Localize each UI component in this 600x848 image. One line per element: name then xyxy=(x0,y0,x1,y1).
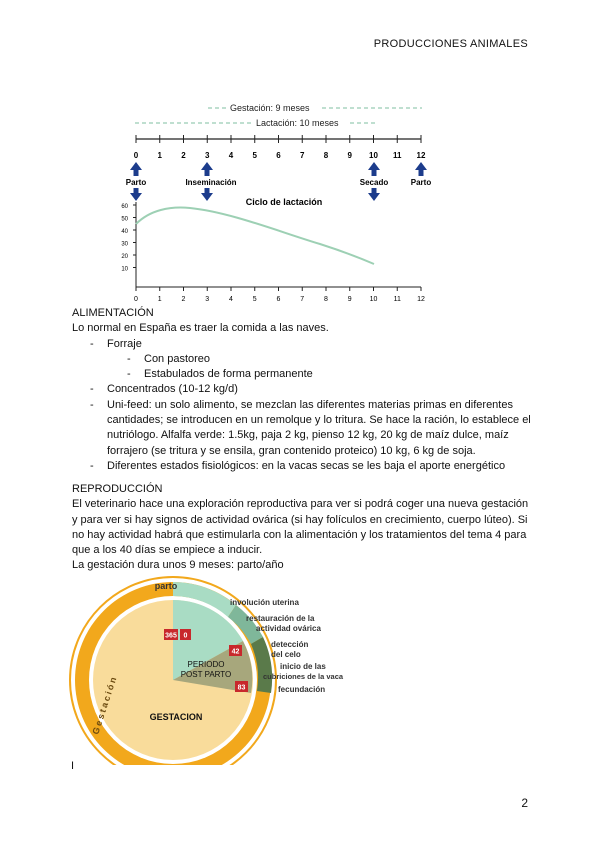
x-tick-label: 8 xyxy=(324,296,328,303)
estados-text: Diferentes estados fisiológicos: en la vacas secas se les baja el aporte energético xyxy=(107,459,506,472)
arrow-parto-start xyxy=(130,162,142,176)
gestation-label: Gestación: 9 meses xyxy=(230,103,310,113)
x-tick-label: 9 xyxy=(347,296,352,303)
involucion-label: involución uterina xyxy=(230,598,299,607)
arrow-parto-start-down xyxy=(130,188,142,201)
month-label: 9 xyxy=(347,151,352,160)
month-label: 4 xyxy=(228,151,234,160)
reproduccion-title: REPRODUCCIÓN xyxy=(72,483,163,495)
gestacion-ring-label: Gestación xyxy=(90,674,119,736)
concentrados-text: Concentrados (10-12 kg/d) xyxy=(107,383,238,396)
curve-y-ticks xyxy=(121,204,136,273)
alimentacion-intro: Lo normal en España es traer la comida a las naves. xyxy=(72,322,329,335)
month-label: 7 xyxy=(300,151,305,160)
x-tick-label: 3 xyxy=(205,296,210,303)
month-label: 8 xyxy=(323,151,329,160)
fecundacion-label: fecundación xyxy=(278,685,326,694)
x-tick-label: 0 xyxy=(134,296,138,303)
x-tick-label: 12 xyxy=(417,296,425,303)
reproductive-cycle-diagram xyxy=(68,575,368,765)
page-header: PRODUCCIONES ANIMALES xyxy=(373,38,528,50)
list-item-forraje: - Forraje xyxy=(90,337,142,350)
list-item-unifeed: - Uni-feed: un solo alimento, se mezclan las diferentes materias primas en diferentes cantidades; se introducen en un remolque y lo tritura. Se hace la ración, lo establece el nutriólogo. Alfalfa verde: 1.5kg, paja 2 kg, pienso 12 kg, 20 kg de maíz dulce, maíz forrajero (se tritura y se ensila, gran contenido proteico) 10 kg, 6 kg de soja. xyxy=(90,398,531,457)
restauracion-label-1: restauración de la xyxy=(246,614,315,623)
arrow-parto-end xyxy=(415,162,427,176)
x-tick-label: 10 xyxy=(369,296,378,303)
deteccion-label-2: del celo xyxy=(271,650,301,659)
month-label: 0 xyxy=(133,151,139,160)
y-tick-label: 20 xyxy=(121,254,128,260)
arrow-inseminacion xyxy=(201,162,213,176)
lactation-label: Lactación: 10 meses xyxy=(256,118,339,128)
month-label: 1 xyxy=(157,151,162,160)
y-tick-label: 60 xyxy=(121,204,128,210)
month-label: 3 xyxy=(205,151,210,160)
badge-365-text: 365 xyxy=(165,632,177,640)
month-label: 10 xyxy=(369,151,378,160)
y-tick-label: 50 xyxy=(121,216,128,223)
y-tick-label: 40 xyxy=(121,229,128,235)
deteccion-label-1: detección xyxy=(271,640,309,649)
alimentacion-title: ALIMENTACIÓN xyxy=(72,307,154,319)
periodo-label-1: PERIODO xyxy=(187,660,225,669)
y-tick-label: 30 xyxy=(121,241,128,248)
arrow-secado xyxy=(368,162,380,176)
month-label: 12 xyxy=(416,151,426,160)
gestacion-inner-label: GESTACION xyxy=(149,712,203,722)
event-inseminacion: Inseminación xyxy=(185,178,237,187)
month-label: 6 xyxy=(276,151,281,160)
stray-character: I xyxy=(71,760,75,772)
curve-title: Ciclo de lactación xyxy=(245,197,323,207)
arrow-inseminacion-down xyxy=(201,188,213,201)
inicio-label-2: cubriciones de la vaca xyxy=(263,672,344,681)
periodo-label-2: POST PARTO xyxy=(180,670,232,679)
x-tick-label: 2 xyxy=(181,296,186,303)
x-tick-label: 1 xyxy=(157,296,162,303)
estabulados-text: Estabulados de forma permanente xyxy=(144,368,313,381)
badge-83-text: 83 xyxy=(237,684,246,692)
x-tick-label: 5 xyxy=(252,296,257,303)
curve-x-ticks xyxy=(134,287,425,303)
pastoreo-text: Con pastoreo xyxy=(144,352,211,365)
x-tick-label: 11 xyxy=(393,296,401,303)
alimentacion-list xyxy=(72,337,532,475)
reproduccion-paragraph: El veterinario hace una exploración reproductiva para ver si podrá coger una nueva gestación y para ver si hay signos de actividad ovárica (si hay folículos en crecimiento, cuerpo lúteo). Si no hay actividad habrá que estimularla con la alimentación y los tratamientos del tema 4 para que a los 40 días se empiece a inducir. xyxy=(72,498,529,557)
list-item-pastoreo: - Con pastoreo xyxy=(127,352,211,365)
unifeed-text: Uni-feed: un solo alimento, se mezclan las diferentes materias primas en diferentes cantidades; se introducen en un remolque y lo tritura. Se hace la ración, lo establece el nutriólogo. Alfalfa verde: 1.5kg, paja 2 kg, pienso 12 kg, 20 kg de maíz dulce, maíz forrajero (se tritura y se ensila, gran contenido proteico) 10 kg, 6 kg de soja. xyxy=(107,398,531,457)
x-tick-label: 6 xyxy=(276,296,281,303)
list-item-concentrados: - Concentrados (10-12 kg/d) xyxy=(90,383,238,396)
page-number: 2 xyxy=(521,796,528,810)
month-label: 2 xyxy=(181,151,186,160)
arrow-secado-down xyxy=(368,188,380,201)
x-tick-label: 7 xyxy=(300,296,305,303)
gestacion-line: La gestación dura unos 9 meses: parto/año xyxy=(72,559,284,572)
list-item-estados: - Diferentes estados fisiológicos: en la vacas secas se les baja el aporte energético xyxy=(90,459,506,472)
alimentacion-section xyxy=(72,306,532,474)
inicio-label-1: inicio de las xyxy=(280,662,326,671)
event-parto-end: Parto xyxy=(410,178,432,187)
restauracion-label-2: actividad ovárica xyxy=(256,624,321,633)
lactation-curve xyxy=(136,208,374,264)
badge-0-text: 0 xyxy=(183,632,188,640)
event-parto-start: Parto xyxy=(125,178,147,187)
list-item-estabulados: - Estabulados de forma permanente xyxy=(127,368,313,381)
event-secado: Secado xyxy=(359,178,389,187)
reproduccion-section xyxy=(72,482,532,574)
month-label: 11 xyxy=(393,151,402,160)
parto-label: parto xyxy=(154,581,178,591)
badge-42-text: 42 xyxy=(231,648,240,656)
month-label: 5 xyxy=(252,151,257,160)
forraje-text: Forraje xyxy=(107,337,142,350)
y-tick-label: 10 xyxy=(121,266,128,273)
x-tick-label: 4 xyxy=(229,296,233,303)
